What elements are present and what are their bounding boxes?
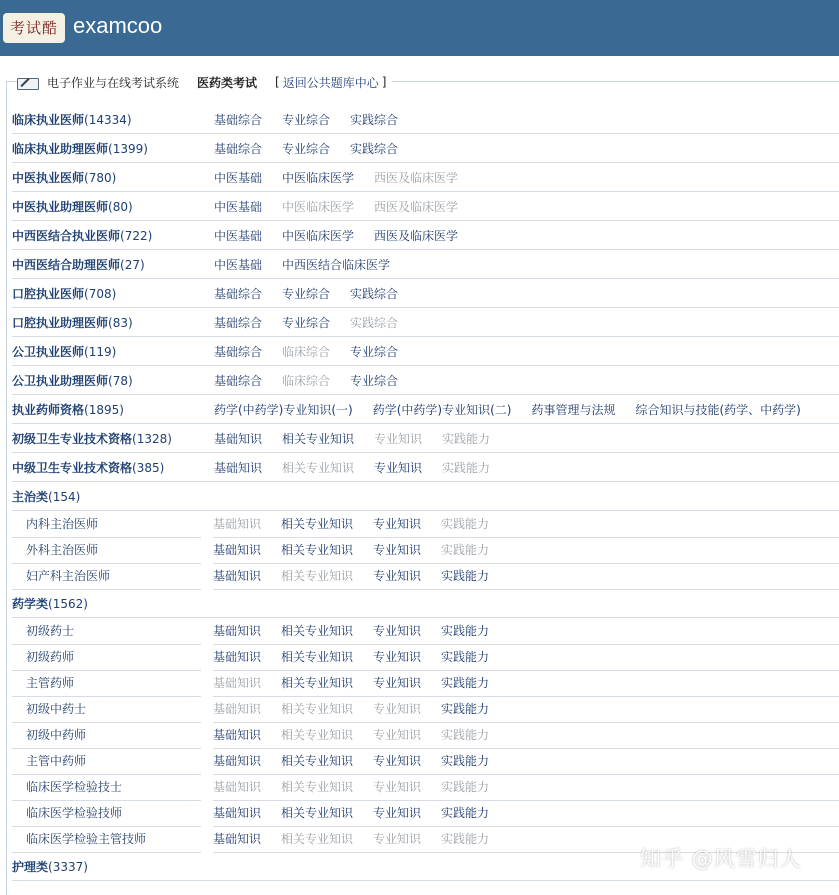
exam-category-name[interactable] (12, 285, 214, 302)
subject-links (213, 511, 839, 538)
exam-name-text: 中医执业医师 (12, 170, 85, 185)
subject-link[interactable]: 基础知识 (213, 650, 262, 664)
exam-count: (1399) (108, 141, 148, 156)
subject-link[interactable]: 基础综合 (214, 112, 263, 127)
subject-link[interactable]: 中医临床医学 (282, 199, 355, 214)
sub-exam-row (12, 696, 839, 722)
subject-link[interactable]: 实践能力 (441, 569, 490, 583)
exam-name-text: 公卫执业医师 (12, 344, 85, 359)
exam-category-row (12, 250, 839, 279)
sub-exam-row (12, 670, 839, 696)
subject-links (213, 563, 839, 590)
subject-link[interactable]: 基础综合 (214, 141, 263, 156)
subject-links (213, 748, 839, 775)
breadcrumb (17, 73, 392, 91)
subject-links (213, 644, 839, 671)
subject-link[interactable]: 中医基础 (214, 257, 263, 272)
exam-category-name[interactable] (12, 227, 214, 244)
subject-link[interactable]: 实践综合 (350, 141, 399, 156)
subject-link[interactable]: 相关专业知识 (281, 650, 354, 664)
subject-link[interactable]: 实践能力 (441, 806, 490, 820)
subject-links (214, 227, 478, 244)
subject-link[interactable]: 实践能力 (441, 676, 490, 690)
sub-exam-row (12, 774, 839, 800)
sub-exam-name[interactable] (12, 511, 201, 538)
system-name: 电子作业与在线考试系统 (47, 75, 180, 90)
subject-link[interactable]: 实践能力 (441, 624, 490, 638)
exam-name-text: 临床医学检验技士 (26, 779, 123, 794)
sub-exam-name[interactable] (12, 644, 201, 671)
exam-category-row (12, 424, 839, 453)
exam-count: (3337) (48, 859, 88, 874)
sub-exam-name[interactable] (12, 826, 201, 853)
sub-exam-name[interactable] (12, 800, 201, 827)
subject-link[interactable]: 专业综合 (282, 112, 331, 127)
subject-links (214, 343, 418, 360)
exam-category-row (12, 589, 839, 618)
subject-link[interactable]: 专业知识 (373, 517, 422, 531)
exam-category-name[interactable] (12, 459, 214, 476)
exam-count: (722) (120, 228, 153, 243)
exam-name-text: 初级中药士 (26, 701, 87, 716)
subject-link[interactable]: 实践综合 (350, 286, 399, 301)
subject-links (213, 774, 839, 801)
sub-exam-row (12, 618, 839, 644)
exam-category-name[interactable] (12, 314, 214, 331)
sub-exam-name[interactable] (12, 670, 201, 697)
subject-link[interactable]: 药学(中药学)专业知识(二) (372, 402, 512, 417)
exam-name-text: 主管中药师 (26, 753, 87, 768)
subject-link[interactable]: 基础综合 (214, 315, 263, 330)
subject-link[interactable]: 相关专业知识 (281, 806, 354, 820)
exam-category-name[interactable] (12, 595, 214, 612)
exam-category-name[interactable] (12, 343, 214, 360)
return-link[interactable]: 返回公共题库中心 (282, 75, 379, 90)
subject-link[interactable]: 实践能力 (441, 543, 490, 557)
exam-name-text: 公卫执业助理医师 (12, 373, 109, 388)
watermark: 知乎 @风雪归人 (640, 847, 802, 871)
subject-link[interactable]: 基础综合 (214, 344, 263, 359)
exam-count: (385) (132, 460, 165, 475)
subject-link[interactable]: 专业知识 (373, 806, 422, 820)
exam-category-name[interactable] (12, 488, 214, 505)
exam-category-row (12, 163, 839, 192)
subject-link[interactable]: 专业知识 (373, 569, 422, 583)
keyboard-pen-icon (17, 76, 39, 89)
subject-link[interactable]: 相关专业知识 (281, 624, 354, 638)
subject-links (213, 800, 839, 827)
subject-link[interactable]: 专业综合 (282, 141, 331, 156)
subject-link[interactable]: 相关专业知识 (281, 728, 354, 742)
subject-links (214, 314, 418, 331)
subject-links (214, 401, 821, 418)
exam-name-text: 中西医结合执业医师 (12, 228, 121, 243)
exam-category-row (12, 395, 839, 424)
subject-link[interactable]: 专业综合 (282, 315, 331, 330)
subject-link[interactable]: 实践能力 (442, 431, 491, 446)
subject-link[interactable]: 专业知识 (373, 676, 422, 690)
subject-links (214, 372, 418, 389)
subject-link[interactable]: 相关专业知识 (281, 676, 354, 690)
sub-exam-row (12, 800, 839, 826)
sub-exam-row (12, 748, 839, 774)
subject-link[interactable]: 相关专业知识 (281, 780, 354, 794)
subject-links (214, 430, 510, 447)
exam-name-text: 口腔执业医师 (12, 286, 85, 301)
subject-link[interactable]: 中医基础 (214, 170, 263, 185)
subject-link[interactable]: 相关专业知识 (281, 754, 354, 768)
subject-link[interactable]: 专业知识 (373, 780, 422, 794)
subject-link[interactable]: 相关专业知识 (281, 543, 354, 557)
subject-link[interactable]: 中医临床医学 (282, 228, 355, 243)
sub-exam-row (12, 563, 839, 589)
exam-count: (1562) (48, 596, 88, 611)
sub-exam-name[interactable] (12, 537, 201, 564)
exam-name-text: 主治类 (12, 489, 49, 504)
exam-count: (708) (84, 286, 117, 301)
subject-link[interactable]: 中医基础 (214, 228, 263, 243)
subject-link[interactable]: 药学(中药学)专业知识(一) (214, 402, 353, 417)
sub-exam-row (12, 644, 839, 670)
exam-count: (119) (84, 344, 117, 359)
exam-category-name[interactable] (12, 169, 214, 186)
subject-link[interactable]: 基础知识 (213, 728, 262, 742)
exam-count: (27) (120, 257, 145, 272)
exam-name-text: 初级药师 (26, 649, 75, 664)
exam-count: (780) (84, 170, 117, 185)
exam-count: (83) (108, 315, 133, 330)
subject-links (213, 618, 839, 645)
sub-exam-name[interactable] (12, 774, 201, 801)
subject-link[interactable]: 相关专业知识 (282, 431, 355, 446)
sub-exam-row (12, 722, 839, 748)
subject-links (213, 670, 839, 697)
exam-name-text: 执业药师资格 (12, 402, 85, 417)
exam-count: (78) (108, 373, 133, 388)
subject-link[interactable]: 基础知识 (213, 702, 262, 716)
subject-links (214, 111, 418, 128)
subject-link[interactable]: 基础知识 (213, 517, 262, 531)
exam-category-row (12, 192, 839, 221)
subject-link[interactable]: 基础知识 (213, 569, 262, 583)
subject-link[interactable]: 基础知识 (213, 832, 262, 846)
subject-link[interactable]: 相关专业知识 (281, 569, 354, 583)
subject-link[interactable]: 专业知识 (374, 431, 423, 446)
subject-link[interactable]: 基础知识 (213, 676, 262, 690)
exam-list (12, 105, 839, 881)
exam-count: (80) (108, 199, 133, 214)
exam-name-text: 外科主治医师 (26, 542, 99, 557)
exam-name-text: 初级卫生专业技术资格 (12, 431, 133, 446)
subject-link[interactable]: 专业知识 (373, 754, 422, 768)
subject-link[interactable]: 实践综合 (350, 315, 399, 330)
subject-link[interactable]: 专业知识 (373, 543, 422, 557)
subject-link[interactable]: 专业综合 (282, 286, 331, 301)
subject-link[interactable]: 基础知识 (213, 543, 262, 557)
subject-link[interactable]: 中医基础 (214, 199, 263, 214)
exam-name-text: 初级中药师 (26, 727, 87, 742)
exam-name-text: 内科主治医师 (26, 516, 99, 531)
exam-count: (14334) (84, 112, 132, 127)
exam-category-name[interactable] (12, 111, 214, 128)
subject-link[interactable]: 实践能力 (441, 702, 490, 716)
subject-link[interactable]: 实践能力 (441, 517, 490, 531)
exam-name-text: 中医执业助理医师 (12, 199, 109, 214)
sub-exam-name[interactable] (12, 618, 201, 645)
exam-category-name[interactable] (12, 401, 214, 418)
sub-exam-row (12, 537, 839, 563)
subject-link[interactable]: 基础综合 (214, 286, 263, 301)
subject-link[interactable]: 西医及临床医学 (374, 199, 459, 214)
subject-link[interactable]: 专业知识 (373, 624, 422, 638)
exam-category-row (12, 453, 839, 482)
exam-category-name[interactable] (12, 372, 214, 389)
exam-name-text: 妇产科主治医师 (26, 568, 111, 583)
subject-links (213, 722, 839, 749)
subject-link[interactable]: 临床综合 (282, 373, 331, 388)
subject-link[interactable]: 相关专业知识 (281, 702, 354, 716)
sub-exam-name[interactable] (12, 722, 201, 749)
subject-link[interactable]: 专业综合 (350, 344, 399, 359)
subject-links (214, 198, 478, 215)
exam-category-row (12, 279, 839, 308)
subject-links (213, 537, 839, 564)
subject-link[interactable]: 专业知识 (373, 650, 422, 664)
exam-category-name[interactable] (12, 858, 214, 875)
subject-links (214, 140, 418, 157)
exam-count: (154) (48, 489, 81, 504)
site-logo[interactable]: 考试酷 (3, 13, 65, 43)
sub-exam-row (12, 511, 839, 537)
subject-link[interactable]: 中医临床医学 (282, 170, 355, 185)
site-header (0, 0, 839, 56)
sub-exam-name[interactable] (12, 696, 201, 723)
subject-link[interactable]: 专业知识 (373, 728, 422, 742)
exam-category-name[interactable] (12, 430, 214, 447)
exam-category-row (12, 366, 839, 395)
subject-link[interactable]: 专业知识 (373, 702, 422, 716)
subject-link[interactable]: 相关专业知识 (281, 517, 354, 531)
subject-link[interactable]: 西医及临床医学 (374, 228, 459, 243)
subject-links (214, 459, 510, 476)
bracket-open: [ (275, 75, 280, 89)
subject-link[interactable]: 基础知识 (213, 624, 262, 638)
exam-name-text: 主管药师 (26, 675, 75, 690)
exam-category-row (12, 134, 839, 163)
subject-link[interactable]: 实践能力 (441, 650, 490, 664)
subject-link[interactable]: 综合知识与技能(药学、中药学) (635, 402, 801, 417)
exam-name-text: 口腔执业助理医师 (12, 315, 109, 330)
subject-link[interactable]: 实践能力 (441, 754, 490, 768)
subject-links (214, 169, 478, 186)
subject-link[interactable]: 实践能力 (441, 780, 490, 794)
exam-name-text: 药学类 (12, 596, 49, 611)
subject-link[interactable]: 实践能力 (442, 460, 491, 475)
exam-name-text: 中西医结合助理医师 (12, 257, 121, 272)
exam-category-row (12, 308, 839, 337)
subject-link[interactable]: 中西医结合临床医学 (282, 257, 391, 272)
exam-category-row (12, 221, 839, 250)
subject-links (213, 696, 839, 723)
current-category: 医药类考试 (197, 75, 258, 90)
exam-category-name[interactable] (12, 256, 214, 273)
sub-exam-name[interactable] (12, 748, 201, 775)
subject-link[interactable]: 基础知识 (214, 460, 263, 475)
subject-link[interactable]: 药事管理与法规 (531, 402, 616, 417)
sub-exam-name[interactable] (12, 563, 201, 590)
exam-category-row (12, 482, 839, 511)
subject-link[interactable]: 实践能力 (441, 728, 490, 742)
exam-count: (1895) (84, 402, 124, 417)
exam-name-text: 护理类 (12, 859, 49, 874)
exam-name-text: 中级卫生专业技术资格 (12, 460, 133, 475)
exam-name-text: 初级药士 (26, 623, 75, 638)
subject-link[interactable]: 实践能力 (441, 832, 490, 846)
subject-link[interactable]: 专业综合 (350, 373, 399, 388)
subject-link[interactable]: 专业知识 (374, 460, 423, 475)
exam-name-text: 临床执业医师 (12, 112, 85, 127)
exam-category-name[interactable] (12, 198, 214, 215)
subject-link[interactable]: 基础知识 (213, 754, 262, 768)
subject-link[interactable]: 基础知识 (213, 780, 262, 794)
subject-link[interactable]: 临床综合 (282, 344, 331, 359)
subject-link[interactable]: 专业知识 (373, 832, 422, 846)
exam-category-row (12, 105, 839, 134)
exam-name-text: 临床医学检验主管技师 (26, 831, 147, 846)
subject-links (214, 285, 418, 302)
bracket-close: ] (381, 75, 387, 89)
subject-links (214, 256, 410, 273)
exam-name-text: 临床执业助理医师 (12, 141, 109, 156)
subject-link[interactable]: 基础知识 (213, 806, 262, 820)
exam-category-name[interactable] (12, 140, 214, 157)
exam-category-row (12, 337, 839, 366)
subject-link[interactable]: 基础知识 (214, 431, 263, 446)
exam-count: (1328) (132, 431, 172, 446)
subject-link[interactable]: 相关专业知识 (282, 460, 355, 475)
exam-name-text: 临床医学检验技师 (26, 805, 123, 820)
subject-link[interactable]: 西医及临床医学 (374, 170, 459, 185)
brand-name[interactable]: examcoo (73, 13, 163, 38)
subject-link[interactable]: 基础综合 (214, 373, 263, 388)
subject-link[interactable]: 实践综合 (350, 112, 399, 127)
subject-link[interactable]: 相关专业知识 (281, 832, 354, 846)
